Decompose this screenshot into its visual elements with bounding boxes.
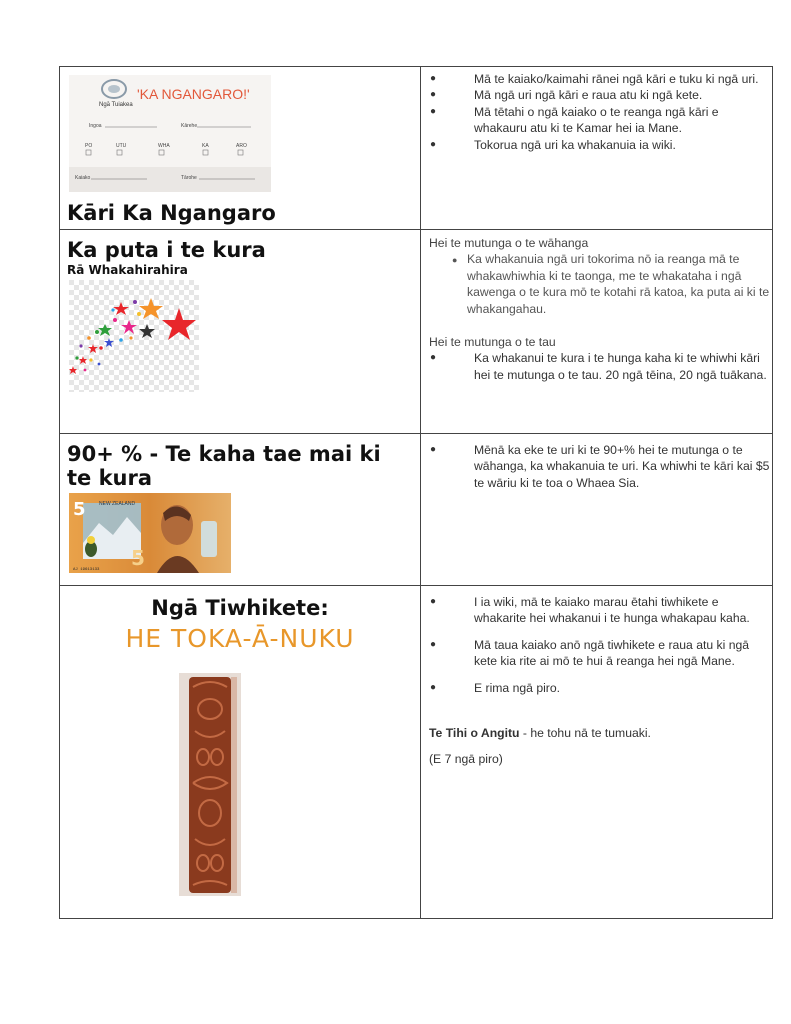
row3-left-cell [60, 434, 421, 586]
svg-text:UTU: UTU [116, 143, 127, 149]
note-serial: AJ 19613133 [73, 568, 100, 572]
table-row [60, 230, 773, 434]
note-country: NEW ZEALAND [99, 501, 136, 507]
row2-left-cell [60, 230, 421, 434]
row1-right-cell [421, 67, 773, 230]
row1-title: Kāri Ka Ngangaro [67, 201, 276, 225]
card-logo-text: Ngā Tuiakea [99, 102, 133, 108]
table-row [60, 434, 773, 586]
points-note: (E 7 ngā piro) [429, 752, 503, 767]
svg-text:PO: PO [85, 143, 93, 149]
row1-bullet-list [421, 71, 772, 153]
row3-bullet-list [421, 442, 772, 491]
svg-text:KA: KA [202, 143, 209, 149]
card-field-tohu: Tārohe [181, 175, 197, 181]
card-field-karaehe: Kārehe [181, 123, 198, 129]
row2-section2-heading: Hei te mutunga o te tau [429, 335, 556, 350]
list-item: ● Mā te kaiako/kaimahi rānei ngā kāri e tuku ki ngā uri. [430, 72, 759, 86]
five-dollar-note-image [69, 493, 231, 573]
card-field-ingoa: Ingoa [89, 123, 102, 129]
list-item: ● Ka whakanui te kura i te hunga kaha ki te whiwhi kāri hei te mutunga o te tau. 20 ngā tēina, 20 ngā tuākana. [430, 351, 767, 382]
card-field-kaiako: Kaiako [75, 175, 91, 181]
tihi-description: - he tohu nā te tumuaki. [519, 726, 651, 741]
list-item: ● E rima ngā piro. [430, 680, 561, 695]
list-item: ● Mā tētahi o ngā kaiako o te reanga ngā kāri e whakauru atu ki te Kamar hei ia Mane. [430, 104, 719, 136]
list-item: ● Ka whakanuia ngā uri tokorima nō ia reanga mā te whakawhiwhia ki te taonga, me te whakataha i ngā kawenga o te kura mō te kotahi rā katoa, ka puta ai ki te whakangahau. [452, 252, 770, 316]
tihi-line [429, 725, 772, 741]
row3-right-cell [421, 434, 773, 586]
list-item: ● Mā ngā uri ngā kāri e raua atu ki ngā kete. [430, 88, 703, 103]
row2-subtitle: Rā Whakahirahira [67, 263, 188, 277]
row2-right-cell [421, 230, 773, 434]
row4-subheading: HE TOKA-Ā-NUKU [125, 624, 355, 653]
svg-text:ARO: ARO [236, 143, 247, 149]
row2-section2-list [421, 350, 772, 383]
shooting-stars-image [69, 280, 199, 392]
note-denomination-bottom: 5 [131, 546, 145, 570]
svg-text:WHA: WHA [158, 143, 170, 149]
list-item: ● Mā taua kaiako anō ngā tiwhikete e raua atu ki ngā kete kia rite ai mō te hui ā reanga hei ngā Mane. [430, 637, 750, 669]
note-denomination-top: 5 [73, 499, 86, 520]
absence-card-image [69, 75, 271, 192]
rewards-table [59, 66, 773, 919]
list-item: ● Tokorua ngā uri ka whakanuia ia wiki. [430, 137, 676, 152]
row2-title: Ka puta i te kura [67, 238, 266, 262]
list-item: ● Mēnā ka eke te uri ki te 90+% hei te mutunga o te wāhanga, ka whakanuia te uri. Ka whiwhi te kāri kai $5 te wāriu ki te toa o Whaea Sia. [430, 443, 770, 490]
row4-right-cell [421, 586, 773, 919]
row1-left-cell [60, 67, 421, 230]
table-row [60, 586, 773, 919]
row4-left-cell [60, 586, 421, 919]
carved-pendant-image [179, 673, 241, 896]
row4-bullet-list [421, 594, 772, 696]
row2-section1-heading: Hei te mutunga o te wāhanga [429, 236, 589, 250]
table-row [60, 67, 773, 230]
card-heading: 'KA NGANGARO!' [137, 86, 250, 102]
row4-title: Ngā Tiwhikete: [151, 596, 329, 620]
row3-title: 90+ % - Te kaha tae mai ki te kura [67, 442, 381, 490]
list-item: ● I ia wiki, mā te kaiako marau ētahi tiwhikete e whakarite hei whakanui i te hunga whakapau kaha. [430, 595, 750, 626]
tihi-title: Te Tihi o Angitu [429, 726, 520, 741]
row2-section1-list [421, 251, 772, 317]
